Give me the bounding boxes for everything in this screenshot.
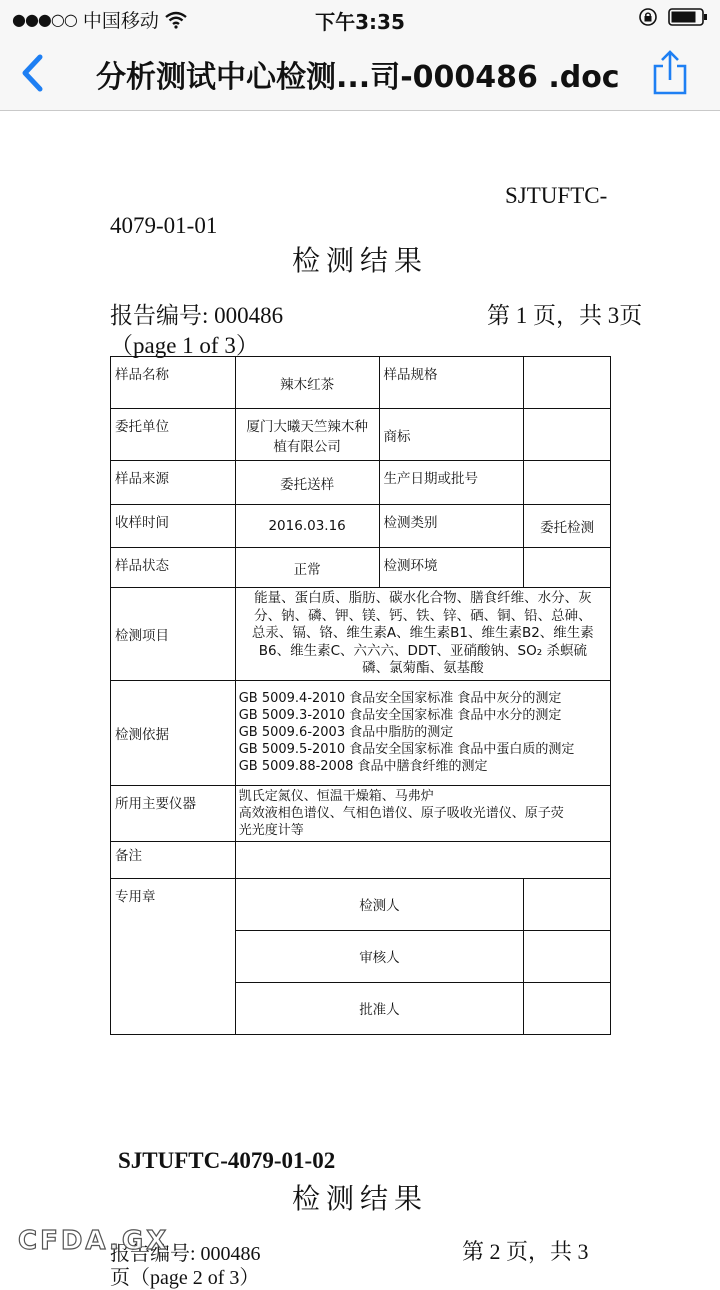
production-label: 生产日期或批号 bbox=[379, 461, 524, 505]
instruments-line: 凯氏定氮仪、恒温干燥箱、马弗炉 bbox=[238, 788, 434, 804]
received-value: 2016.03.16 bbox=[235, 505, 379, 548]
page-indicator: 第 1 页，共 3页 bbox=[487, 303, 643, 328]
test-type-value: 委托检测 bbox=[524, 505, 611, 548]
basis-line: GB 5009.5-2010 食品安全国家标准 食品中蛋白质的测定 bbox=[238, 742, 575, 757]
watermark: CFDA.GX bbox=[18, 1226, 170, 1256]
navigation-bar bbox=[0, 36, 720, 111]
seal-label: 专用章 bbox=[111, 878, 236, 1034]
environment-label: 检测环境 bbox=[379, 548, 524, 588]
status-right bbox=[638, 7, 708, 27]
page-indicator-english-page2: 页（page 2 of 3） bbox=[110, 1267, 260, 1289]
report-number: 报告编号: 000486 bbox=[110, 303, 284, 328]
items-value bbox=[235, 588, 610, 681]
basis-line: GB 5009.4-2010 食品安全国家标准 食品中灰分的测定 bbox=[238, 691, 562, 706]
back-chevron-icon[interactable] bbox=[16, 52, 50, 94]
items-line: 总汞、镉、铬、维生素A、维生素B1、维生素B2、维生素 bbox=[251, 625, 594, 641]
reviewer-label: 审核人 bbox=[235, 930, 523, 982]
basis-value bbox=[235, 680, 610, 785]
sample-name-value: 辣木红茶 bbox=[235, 357, 379, 409]
items-line: 磷、氯菊酯、氨基酸 bbox=[362, 660, 484, 676]
remarks-label: 备注 bbox=[111, 841, 236, 878]
report-table bbox=[110, 356, 611, 1035]
table-row bbox=[111, 357, 611, 409]
sample-spec-value bbox=[524, 357, 611, 409]
environment-value bbox=[524, 548, 611, 588]
client-value: 厦门大曦天竺辣木种植有限公司 bbox=[235, 409, 379, 461]
status-label: 样品状态 bbox=[111, 548, 236, 588]
page-indicator-page2: 第 2 页，共 3 bbox=[462, 1239, 589, 1264]
source-value: 委托送样 bbox=[235, 461, 379, 505]
battery-icon bbox=[668, 7, 708, 27]
table-row bbox=[111, 785, 611, 841]
report-code-part2: 4079-01-01 bbox=[110, 213, 218, 238]
table-row bbox=[111, 841, 611, 878]
client-label: 委托单位 bbox=[111, 409, 236, 461]
document-viewer[interactable] bbox=[0, 111, 720, 1289]
trademark-label: 商标 bbox=[379, 409, 524, 461]
source-label: 样品来源 bbox=[111, 461, 236, 505]
table-row bbox=[111, 505, 611, 548]
signal-strength-icon: ●●●○○ bbox=[12, 10, 77, 29]
sample-spec-label: 样品规格 bbox=[379, 357, 524, 409]
table-row bbox=[111, 461, 611, 505]
basis-line: GB 5009.6-2003 食品中脂肪的测定 bbox=[238, 725, 454, 740]
share-icon[interactable] bbox=[650, 50, 690, 96]
report-number-page2: 报告编号: 000486 bbox=[110, 1243, 261, 1265]
table-row bbox=[111, 409, 611, 461]
test-type-label: 检测类别 bbox=[379, 505, 524, 548]
items-line: 能量、蛋白质、脂肪、碳水化合物、膳食纤维、水分、灰 bbox=[254, 590, 592, 606]
status-time: 下午3:35 bbox=[315, 10, 405, 34]
status-value: 正常 bbox=[235, 548, 379, 588]
instruments-line: 高效液相色谱仪、气相色谱仪、原子吸收光谱仪、原子荧 bbox=[238, 805, 564, 821]
document-title: 分析测试中心检测...司-000486 .doc bbox=[96, 60, 620, 95]
items-line: 分、钠、磷、钾、镁、钙、铁、锌、硒、铜、铅、总砷、 bbox=[254, 607, 592, 624]
basis-label: 检测依据 bbox=[111, 680, 236, 785]
carrier-name: 中国移动 bbox=[82, 10, 159, 32]
instruments-value bbox=[235, 785, 610, 841]
instruments-line: 光光度计等 bbox=[238, 822, 304, 838]
basis-line: GB 5009.88-2008 食品中膳食纤维的测定 bbox=[238, 759, 488, 774]
tester-value bbox=[524, 878, 611, 930]
items-label: 检测项目 bbox=[111, 588, 236, 681]
trademark-value bbox=[524, 409, 611, 461]
remarks-value bbox=[235, 841, 610, 878]
items-line: B6、维生素C、六六六、DDT、亚硝酸钠、SO₂ 杀螟硫 bbox=[258, 642, 587, 659]
page-indicator-english: （page 1 of 3） bbox=[110, 333, 259, 358]
instruments-label: 所用主要仪器 bbox=[111, 785, 236, 841]
tester-label: 检测人 bbox=[235, 878, 523, 930]
rotation-lock-icon bbox=[638, 7, 658, 27]
table-row bbox=[111, 878, 611, 930]
report-title-page2: 检测结果 bbox=[291, 1182, 428, 1215]
table-row bbox=[111, 548, 611, 588]
status-bar bbox=[0, 0, 720, 36]
table-row bbox=[111, 680, 611, 785]
report-title: 检测结果 bbox=[291, 244, 428, 277]
report-code-part1: SJTUFTC- bbox=[505, 183, 608, 208]
production-value bbox=[524, 461, 611, 505]
approver-value bbox=[524, 982, 611, 1034]
reviewer-value bbox=[524, 930, 611, 982]
table-row bbox=[111, 588, 611, 681]
basis-line: GB 5009.3-2010 食品安全国家标准 食品中水分的测定 bbox=[238, 708, 562, 723]
received-label: 收样时间 bbox=[111, 505, 236, 548]
approver-label: 批准人 bbox=[235, 982, 523, 1034]
report-code-page2: SJTUFTC-4079-01-02 bbox=[118, 1148, 336, 1173]
sample-name-label: 样品名称 bbox=[111, 357, 236, 409]
